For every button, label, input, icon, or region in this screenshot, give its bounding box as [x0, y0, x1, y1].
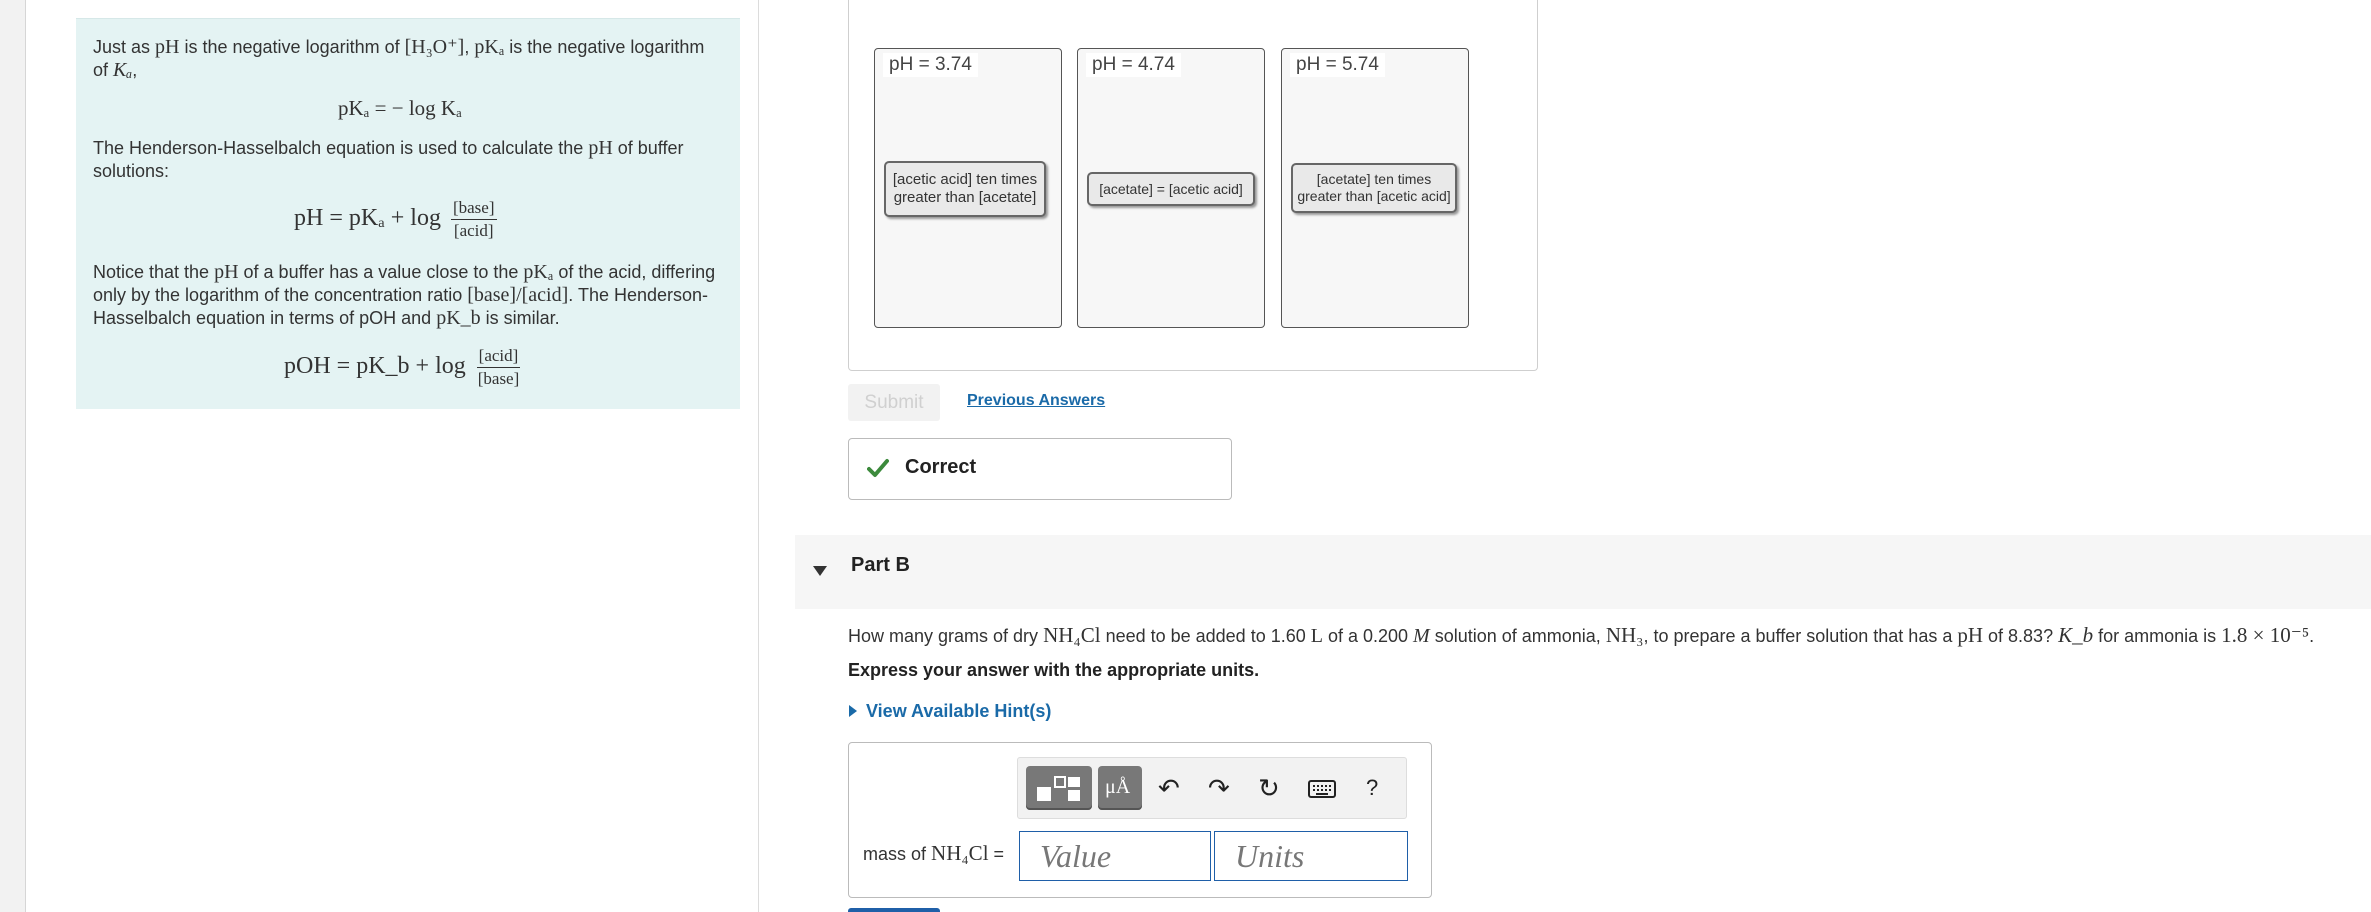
submit-button[interactable]: Submit [848, 384, 940, 421]
checkmark-icon [867, 458, 889, 478]
part-b-header[interactable] [795, 535, 2371, 609]
equation-henderson-hasselbalch: pH = pKₐ + log $\frac{\text{[base]}}{\text{[acid]}}$ [294, 198, 495, 240]
drag-item-equal[interactable]: [acetate] = [acetic acid] [1087, 172, 1255, 206]
bin-label: pH = 4.74 [1086, 53, 1181, 77]
mass-label: mass of NH₄Cl = [863, 841, 1005, 865]
undo-icon[interactable]: ↶ [1158, 773, 1180, 803]
answer-instructions: Express your answer with the appropriate units. [848, 660, 1260, 680]
keyboard-icon[interactable] [1308, 780, 1336, 798]
equation-pka: pKₐ = − log Kₐ [338, 96, 462, 120]
drag-item-acid-greater[interactable]: [acetic acid] ten times greater than [acetate] [884, 161, 1046, 217]
equation-fraction: $\frac{\text{[base]}}{\text{[acid]}}$ [452, 198, 495, 240]
bin-label: pH = 3.74 [883, 53, 978, 77]
units-icon: μÅ [1105, 776, 1131, 798]
help-icon[interactable]: ? [1366, 775, 1379, 800]
redo-icon[interactable]: ↷ [1208, 773, 1230, 803]
feedback-correct [848, 438, 1232, 500]
answer-box [848, 742, 1432, 898]
drop-target-ph-4-74[interactable] [1077, 48, 1265, 328]
caret-right-icon [848, 704, 858, 718]
column-divider [758, 0, 759, 912]
drag-item-acetate-greater[interactable]: [acetate] ten times greater than [acetic acid] [1291, 163, 1457, 213]
part-a-answer-area [848, 0, 1538, 371]
view-hints-link[interactable]: View Available Hint(s) [848, 701, 1051, 722]
equation-poh: pOH = pK_b + log $\frac{\text{[acid]}}{\text{[base]}}$ [284, 346, 520, 388]
templates-button[interactable] [1026, 766, 1092, 810]
equation-fraction: $\frac{\text{[acid]}}{\text{[base]}}$ [477, 346, 520, 388]
units-button[interactable] [1098, 766, 1142, 810]
part-b-title: Part B [851, 554, 910, 576]
submit-button-partial[interactable] [848, 908, 940, 912]
math-toolbar [1017, 757, 1407, 819]
info-paragraph-3: Notice that the pH of a buffer has a value close to the pKₐ of the acid, differing only by the logarithm of the concentration ratio [base]/[acid]. The Henderson- Hasselbalch equation in terms of pOH and pK_b is similar. [93, 261, 716, 329]
info-box [76, 18, 740, 409]
drop-target-ph-3-74[interactable] [874, 48, 1062, 328]
left-gutter [0, 0, 26, 912]
previous-answers-link[interactable]: Previous Answers [967, 392, 1106, 409]
info-paragraph-1: Just as pH is the negative logarithm of [H₃O⁺], pKₐ is the negative logarithm of Kₐ, [93, 36, 705, 81]
caret-down-icon[interactable] [812, 565, 828, 577]
units-input[interactable]: Units [1214, 831, 1408, 881]
drop-target-ph-5-74[interactable] [1281, 48, 1469, 328]
templates-icon [1035, 775, 1083, 803]
part-b-question: How many grams of dry NH₄Cl need to be added to 1.60 L of a 0.200 M solution of ammonia, NH₃, to prepare a buffer solution that has a pH of 8.83? K_b for ammonia is 1.8 × 10⁻⁵. [848, 623, 2315, 647]
reset-icon[interactable]: ↻ [1258, 773, 1280, 803]
bin-label: pH = 5.74 [1290, 53, 1385, 77]
info-paragraph-2: The Henderson-Hasselbalch equation is used to calculate the pH of buffer solutions: [93, 137, 684, 181]
feedback-text: Correct [905, 456, 977, 478]
value-input[interactable]: Value [1019, 831, 1211, 881]
